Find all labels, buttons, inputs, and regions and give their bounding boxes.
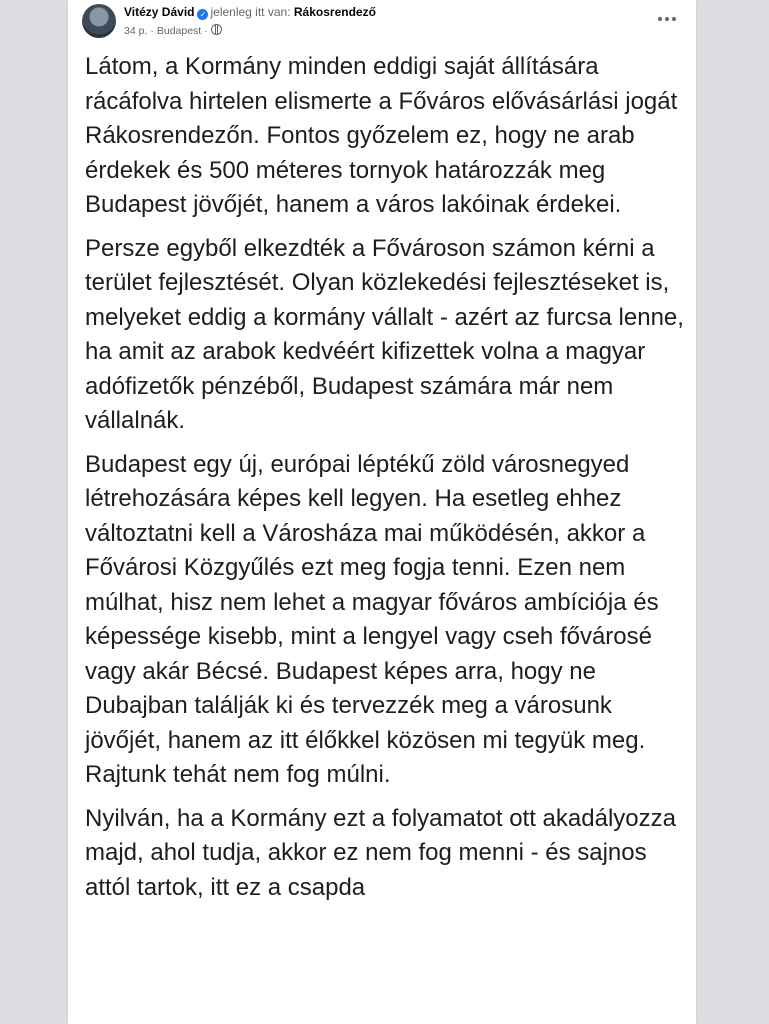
post-paragraph: Persze egyből elkezdték a Fővároson számon kérni a terület fejlesztését. Olyan közlekedési fejlesztéseket is, melyeket eddig a kormány vállalt - azért az furcsa lenne, ha amit az arabok kedvéért kifizettek volna a magyar adófizetők pénzéből, Budapest számára már nem vállalnák. xyxy=(85,234,684,434)
verified-badge-icon: ✓ xyxy=(197,9,208,20)
author-line xyxy=(124,5,376,20)
post-paragraph: Nyilván, ha a Kormány ezt a folyamatot ott akadályozza majd, ahol tudja, akkor ez nem fog menni - és sajnos attól tartok, itt ez a csapda xyxy=(85,804,676,901)
post-time[interactable]: 34 p. xyxy=(124,25,148,37)
more-dot xyxy=(658,17,662,21)
author-name[interactable]: Vitézy Dávid xyxy=(124,5,195,19)
post-body xyxy=(85,50,689,914)
status-text: jelenleg itt van: xyxy=(210,5,291,19)
meta-separator: · xyxy=(204,25,208,37)
more-dot xyxy=(665,17,669,21)
post-paragraph: Budapest egy új, európai léptékű zöld városnegyed létrehozására képes kell legyen. Ha esetleg ehhez változtatni kell a Városháza mai működésén, akkor a Fővárosi Közgyűlés ezt meg fogja tenni. Ezen nem múlhat, hisz nem lehet a magyar főváros ambíciója és képessége kisebb, mint a lengyel vagy cseh fővárosé vagy akár Bécsé. Budapest képes arra, hogy ne Dubajban találják ki és tervezzék meg a városunk jövőjét, hanem az itt élőkkel közösen mi tegyük meg. Rajtunk tehát nem fog múlni. xyxy=(85,450,659,788)
post-paragraph: Látom, a Kormány minden eddigi saját állítására rácáfolva hirtelen elismerte a Főváros elővásárlási jogát Rákosrendezőn. Fontos győzelem ez, hogy ne arab érdekek és 500 méteres tornyok határozzák meg Budapest jövőjét, hanem a város lakóinak érdekei. xyxy=(85,53,678,218)
post-place: Budapest xyxy=(156,25,202,37)
author-avatar[interactable] xyxy=(82,4,116,38)
location-link[interactable]: Rákosrendező xyxy=(293,5,376,19)
post-card xyxy=(68,0,696,1024)
post-meta xyxy=(124,24,222,37)
meta-separator: · xyxy=(150,25,154,37)
globe-icon xyxy=(211,24,222,35)
more-dot xyxy=(672,17,676,21)
post-header xyxy=(68,0,696,44)
more-options-icon[interactable] xyxy=(656,8,678,30)
